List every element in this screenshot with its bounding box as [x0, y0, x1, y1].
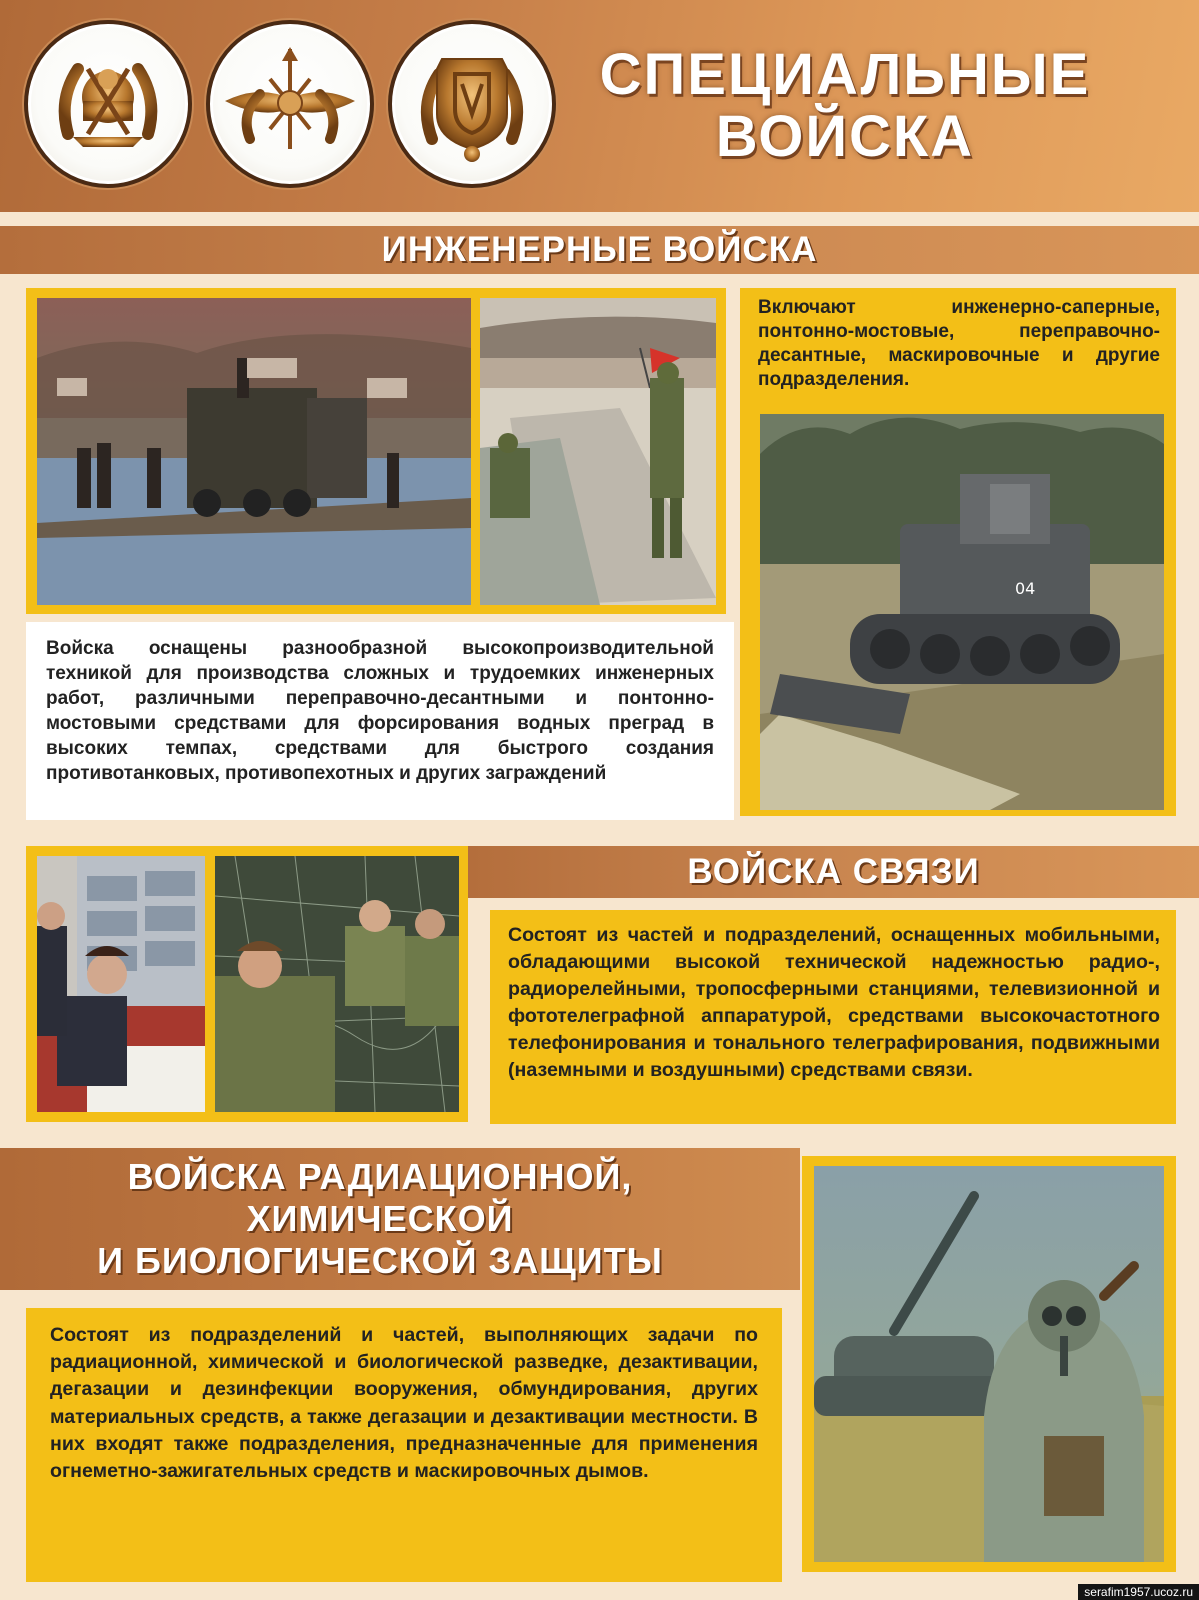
engineer-emblem-icon	[24, 20, 192, 188]
chemical-emblem-icon	[388, 20, 556, 188]
rchb-text: Состоят из подразделений и частей, выполняющих задачи по радиационной, химической и биологической разведке, дезактивации, дегазации и дезинфекции вооружения, обмундирования, других материальных средств, а также дегазации и дезактивации местности. В них входят также подразделения, предназначенные для применения огнеметно-зажигательных средств и маскировочных дымов.	[50, 1324, 758, 1483]
section-heading-rchb	[0, 1148, 800, 1290]
armored-engineer-vehicle-photo	[760, 414, 1164, 810]
rchb-heading-line3: И БИОЛОГИЧЕСКОЙ ЗАЩИТЫ	[97, 1240, 663, 1281]
signal-text: Состоят из частей и подразделений, оснащенных мобильными, обладающими высокой технической надежностью радио-, радиорелейными, тропосферными станциями, телевизионной и фототелеграфной аппаратурой, средствами высокочастотного телефонирования и тонального телеграфирования, подвижными (наземными и воздушными) средствами связи.	[508, 924, 1160, 1081]
section-heading-signal: ВОЙСКА СВЯЗИ	[468, 846, 1199, 898]
rchb-heading-line2: ХИМИЧЕСКОЙ	[246, 1198, 514, 1239]
header-divider	[0, 212, 1199, 224]
section-heading-engineering: ИНЖЕНЕРНЫЕ ВОЙСКА	[0, 226, 1199, 274]
pontoon-crew-photo	[480, 298, 716, 605]
chemical-protection-soldier-photo	[814, 1166, 1164, 1562]
watermark: serafim1957.ucoz.ru	[1078, 1584, 1199, 1600]
pontoon-bridge-photo	[37, 298, 471, 605]
signal-emblem-icon	[206, 20, 374, 188]
radio-operator-photo	[37, 856, 205, 1112]
page-title-line2: ВОЙСКА	[715, 104, 975, 169]
engineering-equipment-text: Войска оснащены разнообразной высокопроизводительной техникой для производства сложных и трудоемких инженерных работ, различными переправочно-десантными и понтонно-мостовыми средствами для форсирования водных преград в высоких темпах, средствами для быстрого создания противотанковых, противопехотных и других заграждений	[46, 638, 714, 784]
vehicle-number: 04	[1015, 579, 1036, 598]
map-plotting-photo	[215, 856, 459, 1112]
engineering-includes-text: Включают инженерно-саперные, понтонно-мостовые, переправочно-десантные, маскировочные и другие подразделения.	[758, 297, 1160, 390]
page-title-line1: СПЕЦИАЛЬНЫЕ	[599, 42, 1091, 107]
rchb-heading-line1: ВОЙСКА РАДИАЦИОННОЙ,	[127, 1156, 633, 1197]
page-title	[545, 44, 1145, 168]
